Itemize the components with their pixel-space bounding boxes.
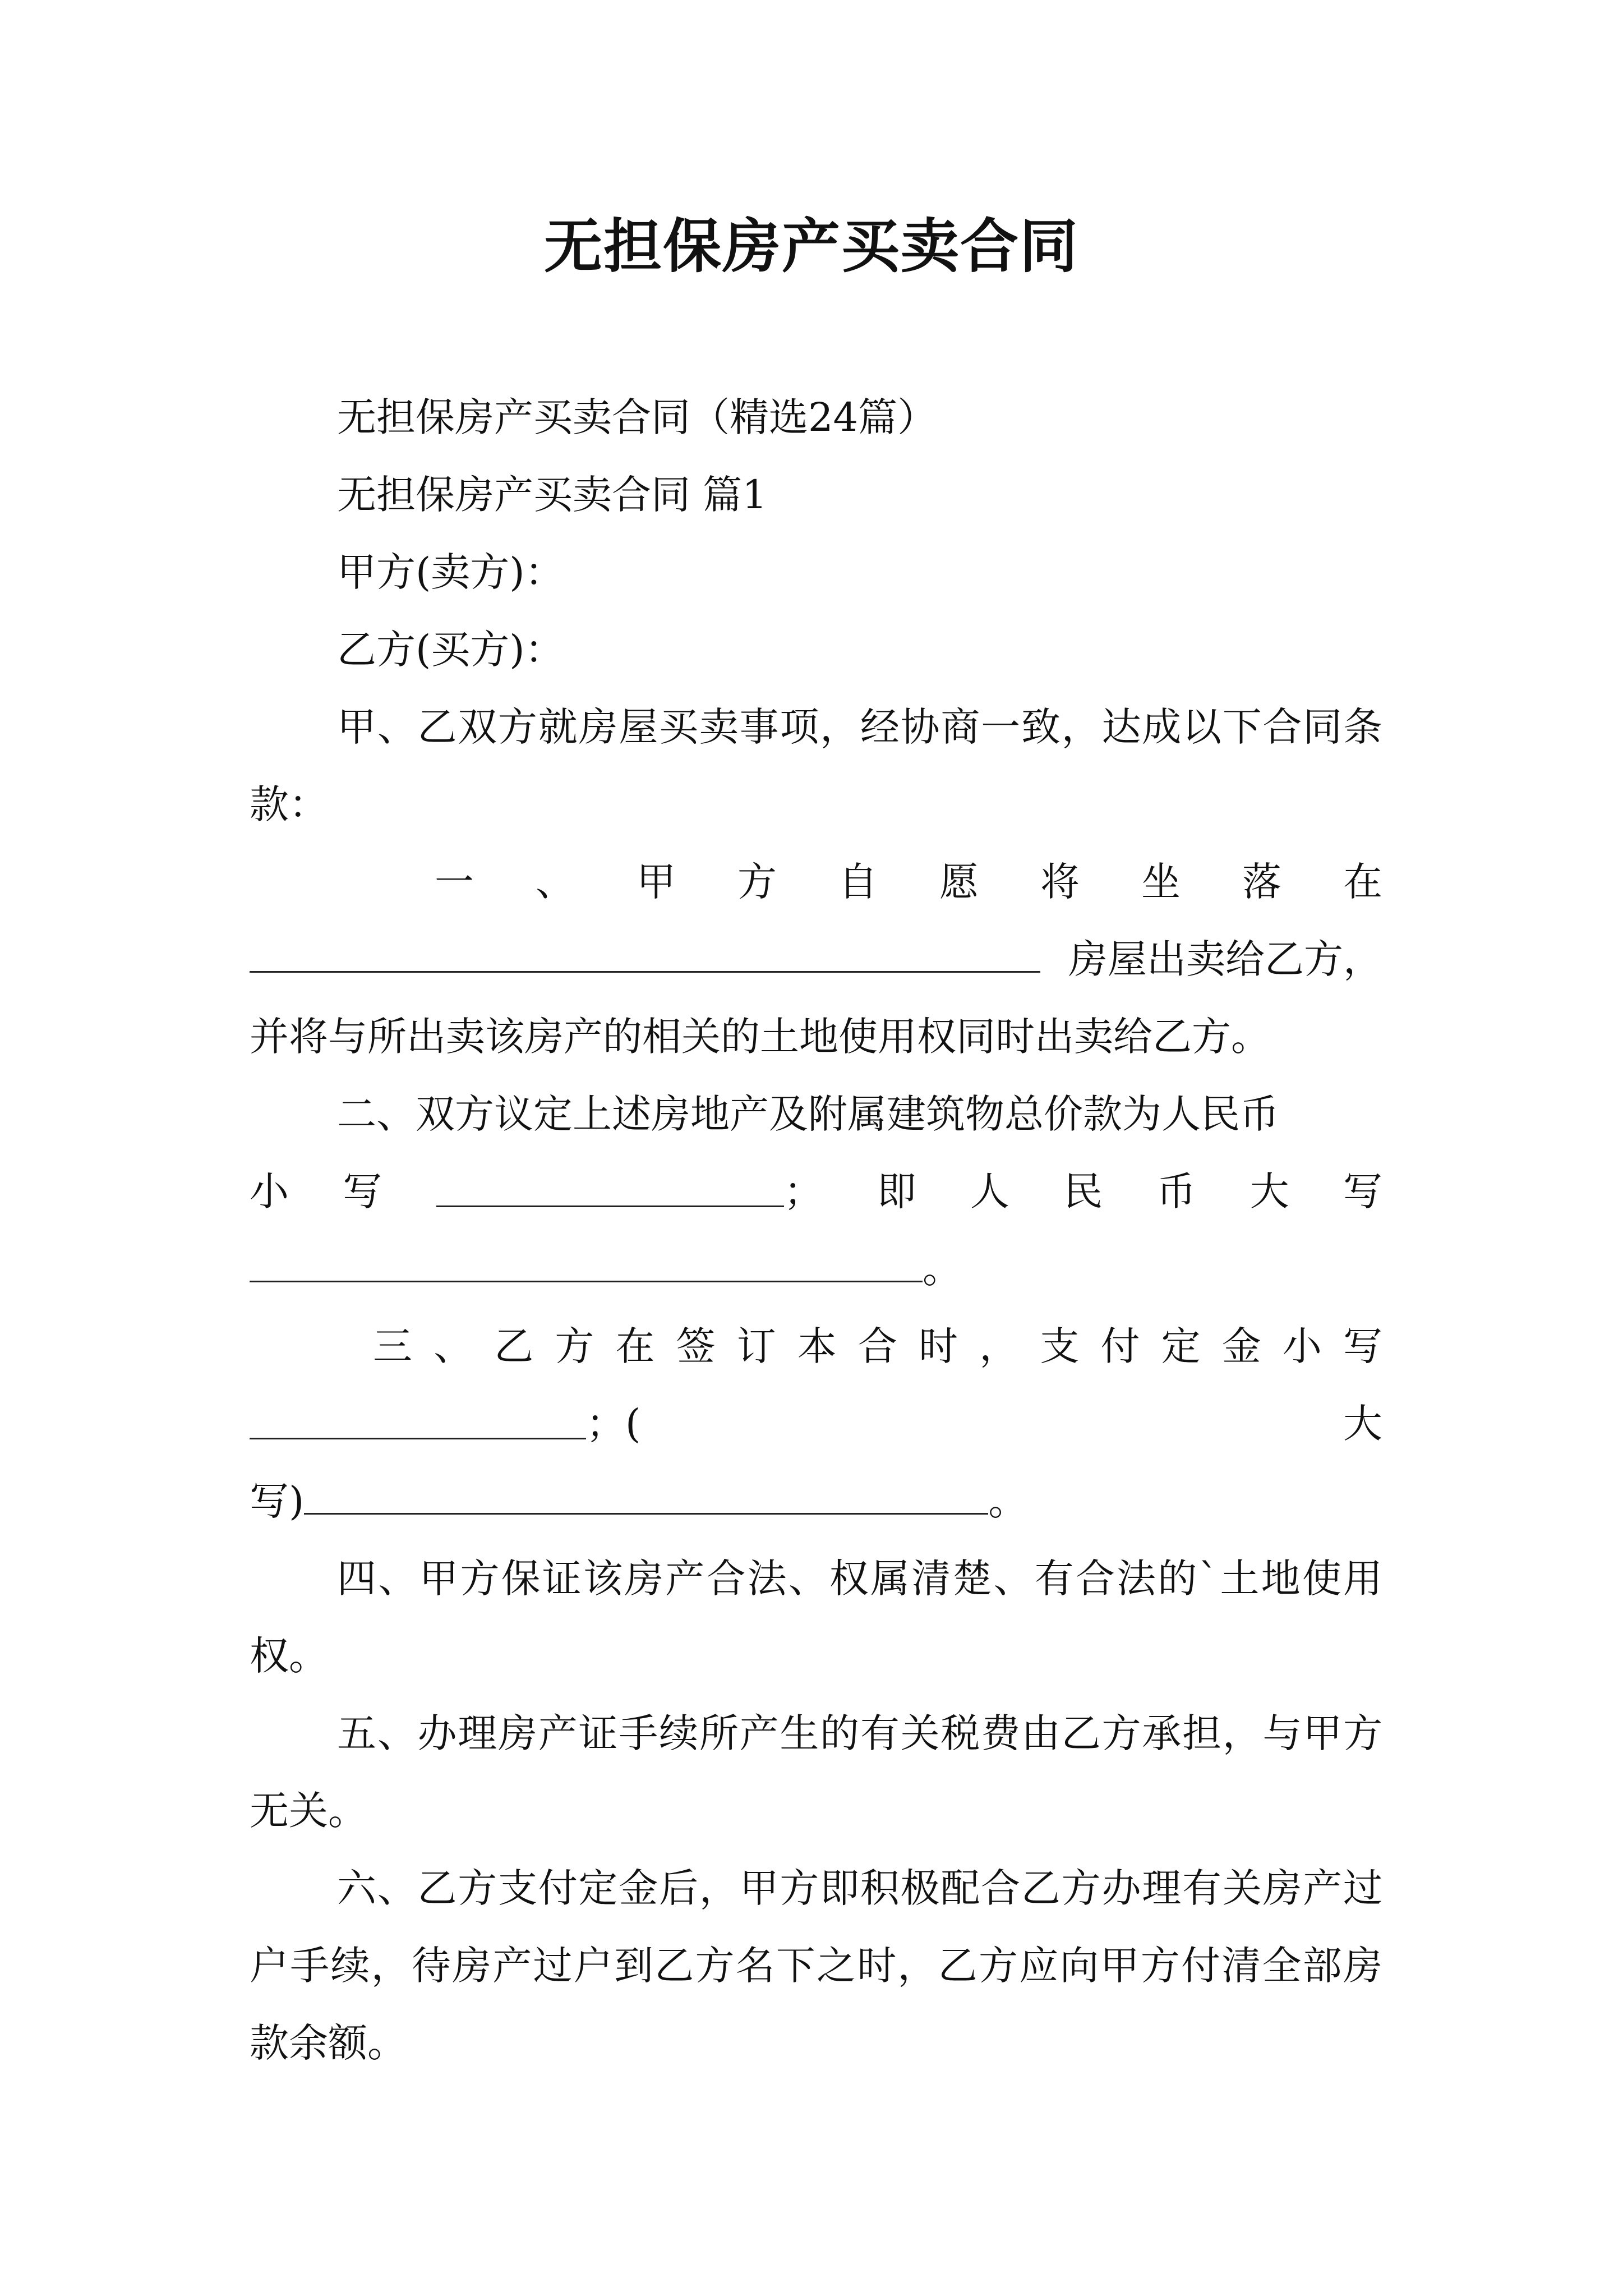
- clause-1-char: 将: [1040, 859, 1080, 905]
- clause-3-char: 乙: [494, 1323, 534, 1369]
- clause-1-char: 坐: [1141, 859, 1181, 905]
- clause-1-line-2: [250, 921, 1382, 998]
- clause-1-line-1: [250, 843, 1382, 921]
- clause-3-char: ，: [979, 1323, 1019, 1369]
- clause-1-char: 自: [838, 859, 878, 905]
- clause-4: 四、甲方保证该房产合法、权属清楚、有合法的`土地使用权。: [250, 1556, 1382, 1679]
- blank-deposit-large: [304, 1474, 988, 1515]
- clause-1-char: 甲: [637, 859, 676, 905]
- clause-3-period: 。: [988, 1478, 1028, 1524]
- clause-3-char: 本: [797, 1323, 837, 1369]
- clause-3-char: 写: [1343, 1323, 1382, 1369]
- clause-6: 六、乙方支付定金后，甲方即积极配合乙方办理有关房产过户手续，待房产过户到乙方名下之时，乙方应向甲方付清全部房款余额。: [250, 1865, 1382, 2066]
- clause-3-text: ；(: [586, 1401, 641, 1447]
- clause-2-char: 人: [970, 1168, 1009, 1214]
- clause-1-char: 、: [536, 859, 575, 905]
- blank-property-location: [250, 932, 1040, 973]
- clause-2-char: 写: [343, 1168, 382, 1214]
- paragraph-subtitle: 无担保房产买卖合同（精选24篇）: [337, 394, 937, 440]
- clause-2-line-3: [250, 1230, 1382, 1308]
- clause-2-char: 写: [1343, 1168, 1382, 1214]
- clause-2-line-2: [250, 1153, 1382, 1230]
- paragraph-intro: 甲、乙双方就房屋买卖事项，经协商一致，达成以下合同条款：: [250, 704, 1382, 827]
- clause-3-char: 金: [1221, 1323, 1261, 1369]
- clause-3-char: 大: [1343, 1401, 1382, 1447]
- clause-3-line-3: [250, 1462, 1382, 1540]
- clause-1-char: 方: [737, 859, 777, 905]
- blank-price-large: [250, 1241, 923, 1282]
- clause-3-deposit-small: [250, 1385, 640, 1462]
- paragraph-party-b: 乙方(买方)：: [337, 627, 564, 673]
- clause-3-char: 、: [434, 1323, 473, 1369]
- paragraph-section-heading: 无担保房产买卖合同 篇1: [337, 472, 767, 518]
- clause-3-char: 支: [1040, 1323, 1080, 1369]
- clause-3-text: 写): [250, 1478, 305, 1524]
- clause-1-char: 在: [1343, 859, 1382, 905]
- clause-1-char: 一: [435, 859, 474, 905]
- clause-5: 五、办理房产证手续所产生的有关税费由乙方承担，与甲方无关。: [250, 1710, 1382, 1834]
- clause-3-char: 定: [1161, 1323, 1201, 1369]
- clause-2-period: 。: [923, 1246, 962, 1292]
- clause-3-char: 三: [373, 1323, 412, 1369]
- clause-2-char: 大: [1249, 1168, 1289, 1214]
- clause-2-char: 民: [1063, 1168, 1103, 1214]
- clause-1-text: 房屋出卖给乙方，: [1068, 936, 1382, 982]
- clause-2-amount-small: [436, 1153, 823, 1230]
- clause-1-char: 愿: [939, 859, 979, 905]
- clause-1-text: 并将与所出卖该房产的相关的土地使用权同时出卖给乙方。: [250, 1014, 1270, 1060]
- clause-2-char: ；: [783, 1168, 823, 1214]
- clause-3-char: 方: [555, 1323, 594, 1369]
- clause-2-char: 即: [877, 1168, 916, 1214]
- clause-3-char: 订: [736, 1323, 776, 1369]
- clause-3-char: 在: [615, 1323, 655, 1369]
- clause-3-line-1: [250, 1308, 1382, 1385]
- clause-2-line-1: 二、双方议定上述房地产及附属建筑物总价款为人民币: [337, 1091, 1279, 1137]
- clause-3-char: 小: [1282, 1323, 1322, 1369]
- blank-price-small: [436, 1166, 784, 1207]
- clause-3-line-2: [250, 1385, 1382, 1462]
- clause-3-char: 合: [858, 1323, 897, 1369]
- document-title: 无担保房产买卖合同: [543, 211, 1079, 280]
- clause-1-char: 落: [1242, 859, 1281, 905]
- blank-deposit-small: [250, 1398, 586, 1439]
- paragraph-party-a: 甲方(卖方)：: [337, 549, 564, 595]
- clause-3-char: 签: [676, 1323, 716, 1369]
- clause-2-char: 币: [1156, 1168, 1196, 1214]
- document-body: [250, 379, 1382, 2082]
- clause-2-char: 小: [250, 1168, 289, 1214]
- clause-3-char: 付: [1100, 1323, 1140, 1369]
- clause-3-char: 时: [919, 1323, 958, 1369]
- clause-1-line-3: [250, 998, 1382, 1075]
